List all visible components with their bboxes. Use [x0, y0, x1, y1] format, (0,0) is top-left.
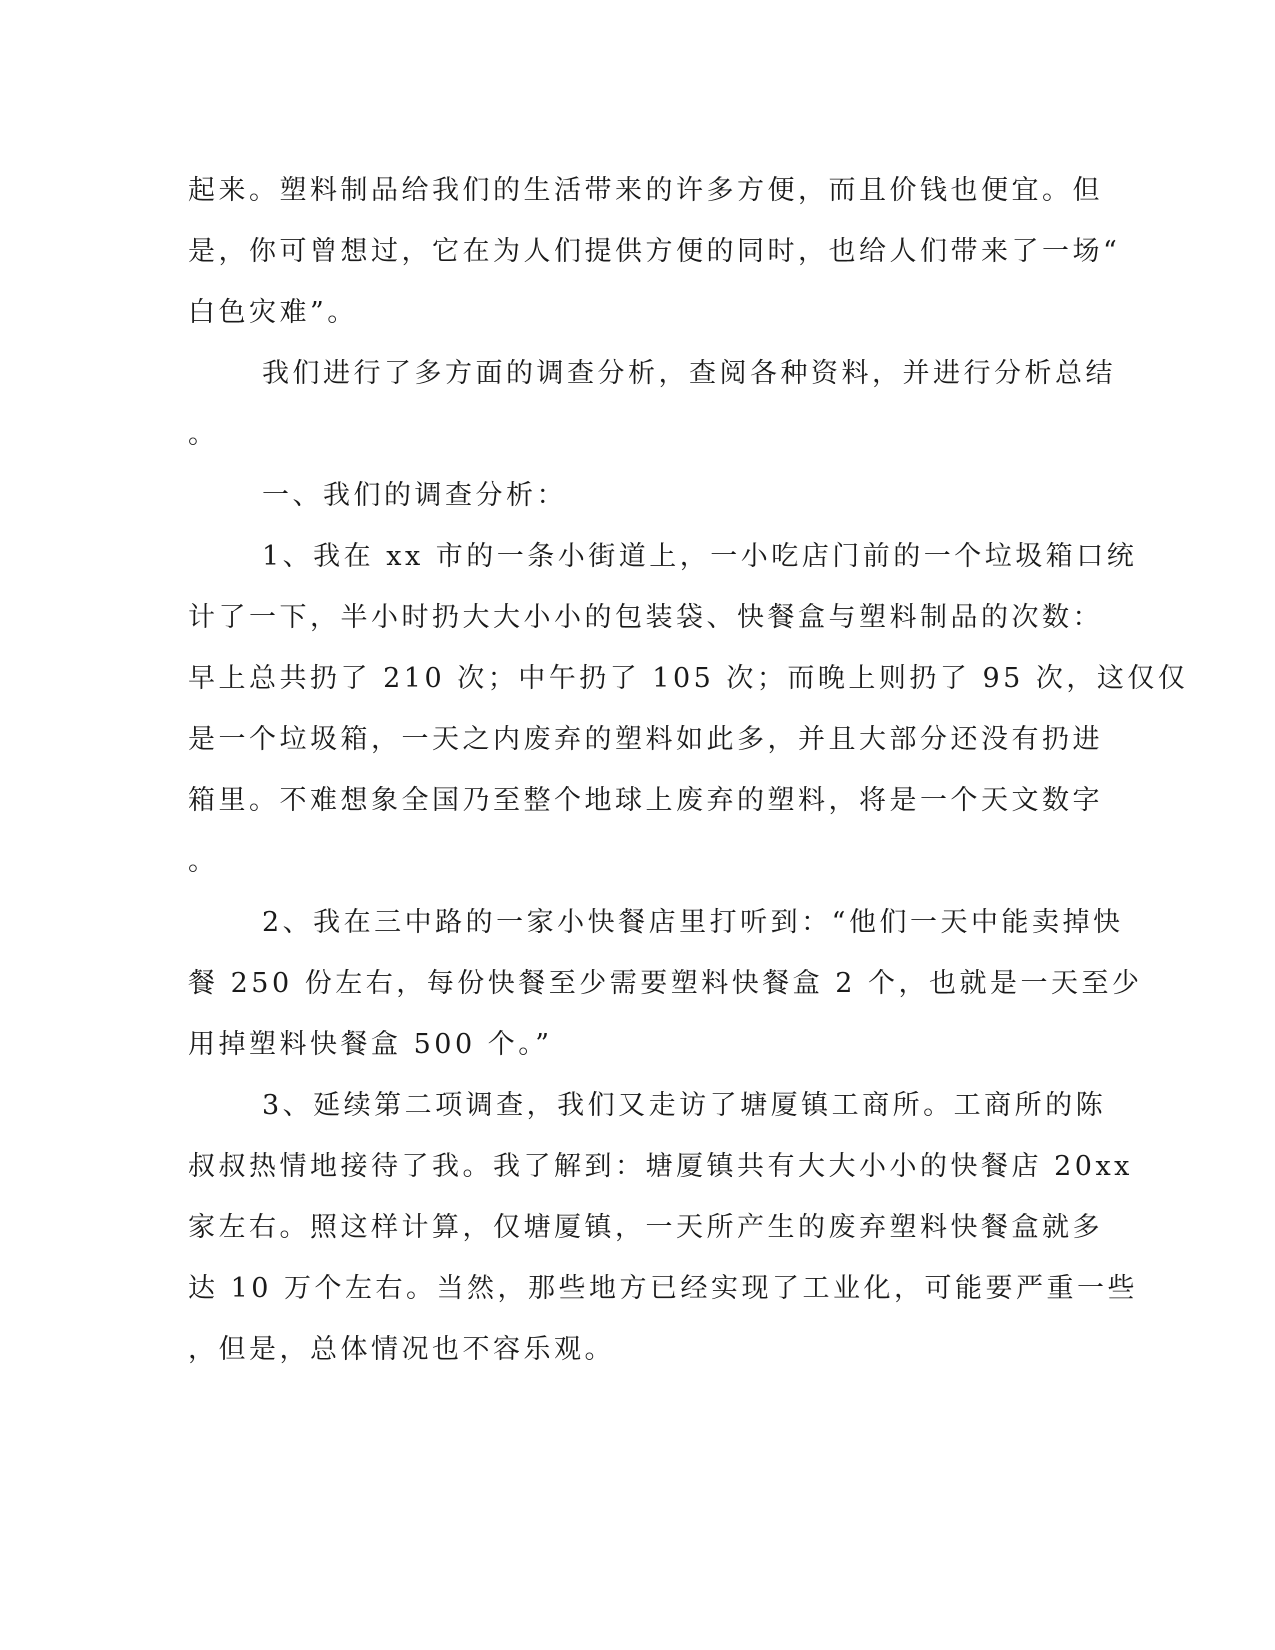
paragraph-first-line: 我们进行了多方面的调查分析，查阅各种资料，并进行分析总结	[262, 358, 1116, 389]
text-line: 家左右。照这样计算，仅塘厦镇，一天所产生的废弃塑料快餐盒就多	[188, 1212, 1103, 1243]
text-line: 箱里。不难想象全国乃至整个地球上废弃的塑料，将是一个天文数字	[188, 785, 1103, 816]
text-line: 白色灾难”。	[188, 297, 358, 328]
text-line: 起来。塑料制品给我们的生活带来的许多方便，而且价钱也便宜。但	[188, 175, 1103, 206]
paragraph-first-line: 1、我在 xx 市的一条小街道上，一小吃店门前的一个垃圾箱口统	[262, 541, 1138, 572]
text-line: 是一个垃圾箱，一天之内废弃的塑料如此多，并且大部分还没有扔进	[188, 724, 1103, 755]
text-line: 是，你可曾想过，它在为人们提供方便的同时，也给人们带来了一场“	[188, 236, 1121, 267]
text-line: 。	[188, 846, 219, 877]
paragraph-first-line: 3、延续第二项调查，我们又走访了塘厦镇工商所。工商所的陈	[262, 1090, 1107, 1121]
text-line: 早上总共扔了 210 次；中午扔了 105 次；而晚上则扔了 95 次，这仅仅	[188, 663, 1189, 694]
text-line: 。	[188, 419, 219, 450]
text-line: 达 10 万个左右。当然，那些地方已经实现了工业化，可能要严重一些	[188, 1273, 1139, 1304]
document-body	[188, 160, 1189, 1380]
text-line: 叔叔热情地接待了我。我了解到：塘厦镇共有大大小小的快餐店 20xx	[188, 1151, 1133, 1182]
text-line: 餐 250 份左右，每份快餐至少需要塑料快餐盒 2 个，也就是一天至少	[188, 968, 1143, 999]
paragraph-first-line: 2、我在三中路的一家小快餐店里打听到：“他们一天中能卖掉快	[262, 907, 1124, 938]
text-line: ，但是，总体情况也不容乐观。	[188, 1334, 615, 1365]
text-line: 计了一下，半小时扔大大小小的包装袋、快餐盒与塑料制品的次数：	[188, 602, 1103, 633]
text-line: 用掉塑料快餐盒 500 个。”	[188, 1029, 553, 1060]
section-heading: 一、我们的调查分析：	[262, 480, 567, 511]
